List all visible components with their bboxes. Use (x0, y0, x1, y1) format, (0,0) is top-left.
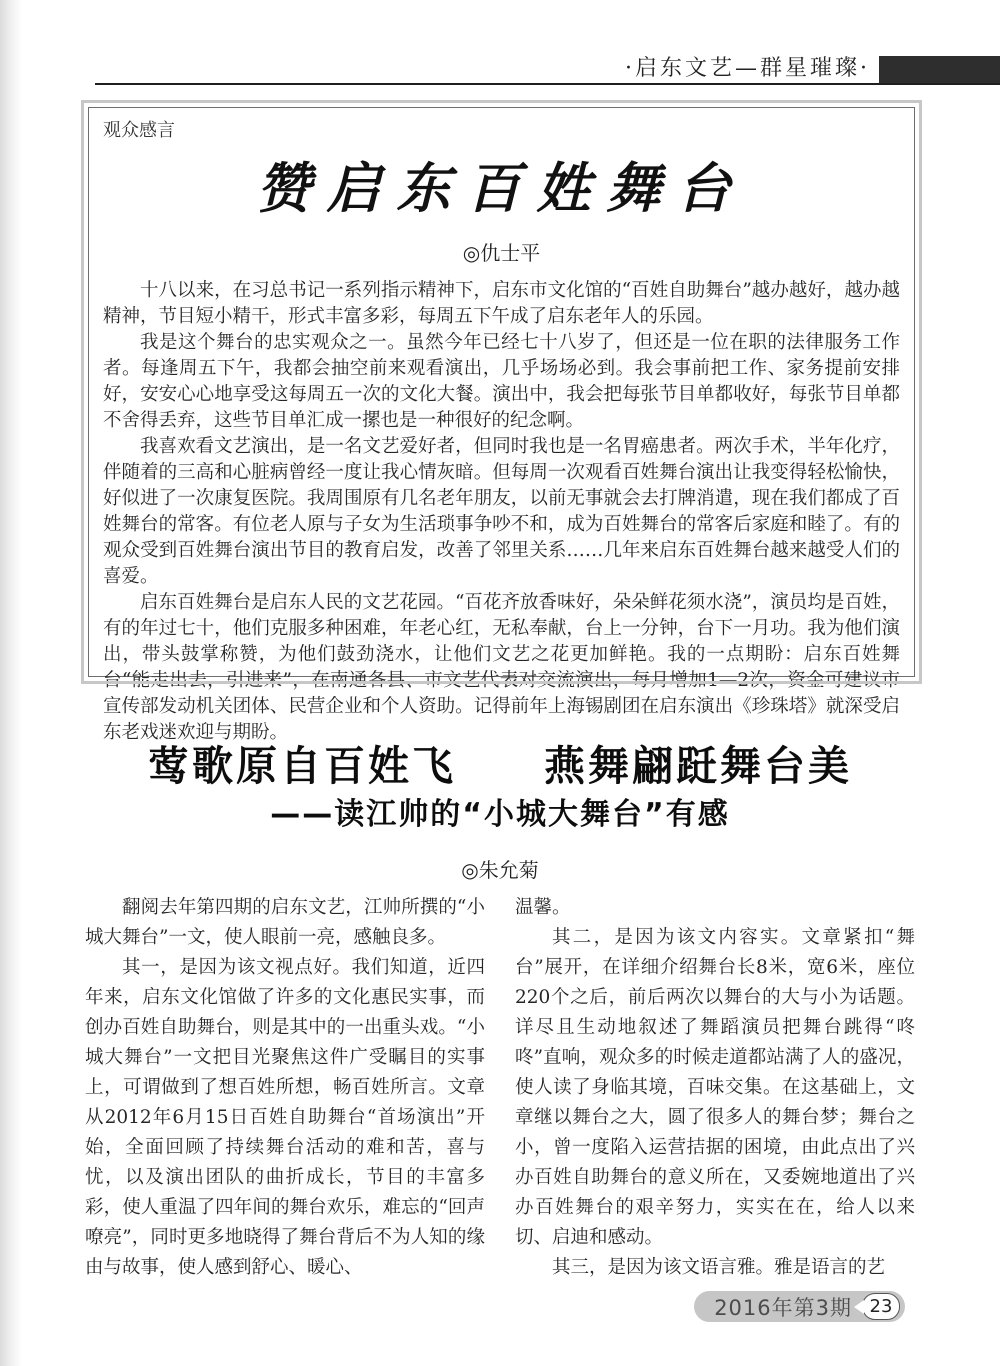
paragraph: 我喜欢看文艺演出，是一名文艺爱好者，但同时我也是一名胃癌患者。两次手术，半年化疗，伴随着的三高和心脏病曾经一度让我心情灰暗。但每周一次观看百姓舞台演出让我变得轻松愉快，好似进了一次康复医院。我周围原有几名老年朋友，以前无事就会去打牌消遣，现在我们都成了百姓舞台的常客。有位老人原与子女为生活琐事争吵不和，成为百姓舞台的常客后家庭和睦了。有的观众受到百姓舞台演出节目的教育启发，改善了邻里关系……几年来启东百姓舞台越来越受人们的喜爱。 (103, 436, 900, 587)
paragraph: 其一，是因为该文视点好。我们知道，近四年来，启东文化馆做了许多的文化惠民实事，而创办百姓自助舞台，则是其中的一出重头戏。“小城大舞台”一文把目光聚焦这件广受瞩目的实事上，可谓做到了想百姓所想，畅百姓所言。文章从2012年6月15日百姓自助舞台“首场演出”开始，全面回顾了持续舞台活动的难和苦，喜与忧，以及演出团队的曲折成长，节目的丰富多彩，使人重温了四年间的舞台欢乐，难忘的“回声嘹亮”，同时更多地晓得了舞台背后不为人知的缘由与故事，使人感到舒心、暖心、 (85, 957, 485, 1278)
paragraph: 温馨。 (515, 897, 571, 918)
paragraph: 翻阅去年第四期的启东文艺，江帅所撰的“小城大舞台”一文，使人眼前一亮，感触良多。 (85, 897, 485, 948)
page-header-title: ·启东文艺—群星璀璨· (625, 56, 870, 81)
article2-title-main: 莺歌原自百姓飞 燕舞翩跹舞台美 (148, 742, 852, 790)
article2-title-sub: ——读江帅的“小城大舞台”有感 (270, 797, 730, 832)
article1-body (103, 278, 900, 746)
header-corner-bar (879, 56, 1000, 85)
page-binding-shadow (0, 0, 22, 1366)
article2-body (85, 893, 915, 1283)
paragraph: 我是这个舞台的忠实观众之一。虽然今年已经七十八岁了，但还是一位在职的法律服务工作者。每逢周五下午，我都会抽空前来观看演出，几乎场场必到。我会事前把工作、家务提前安排好，安安心心地享受这每周五一次的文化大餐。演出中，我会把每张节目单都收好，每张节目单都不舍得丢弃，这些节目单汇成一摞也是一种很好的纪念啊。 (103, 332, 900, 431)
header-rule (95, 83, 1000, 85)
issue-label: 2016年第3期 (714, 1295, 852, 1320)
paragraph: 其三，是因为该文语言雅。雅是语言的艺 (552, 1257, 886, 1278)
paragraph: 其二，是因为该文内容实。文章紧扣“舞台”展开，在详细介绍舞台长8米，宽6米，座位220个之后，前后两次以舞台的大与小为话题。详尽且生动地叙述了舞蹈演员把舞台跳得“咚咚”直响，观众多的时候走道都站满了人的盛况，使人读了身临其境，百味交集。在这基础上，文章继以舞台之大，圆了很多人的舞台梦；舞台之小，曾一度陷入运营拮据的困境，由此点出了兴办百姓自助舞台的意义所在，又委婉地道出了兴办百姓舞台的艰辛努力，实实在在，给人以来切、启迪和感动。 (515, 927, 915, 1248)
article2-heading (0, 742, 1000, 883)
column-label: 观众感言 (103, 120, 175, 141)
article2-right-column (515, 893, 915, 1283)
paragraph: 启东百姓舞台是启东人民的文艺花园。“百花齐放香味好，朵朵鲜花须水浇”，演员均是百姓，有的年过七十，他们克服多种困难，年老心红，无私奉献，台上一分钟，台下一月功。我为他们演出，带头鼓掌称赞，为他们鼓劲浇水，让他们文艺之花更加鲜艳。我的一点期盼：启东百姓舞台“能走出去，引进来”，在南通各县、市文艺代表对交流演出，每月增加1—2次，资金可建议市宣传部发动机关团体、民营企业和个人资助。记得前年上海锡剧团在启东演出《珍珠塔》就深受启东老戏迷欢迎与期盼。 (103, 592, 900, 743)
paragraph: 十八以来，在习总书记一系列指示精神下，启东市文化馆的“百姓自助舞台”越办越好，越办越精神，节目短小精干，形式丰富多彩，每周五下午成了启东老年人的乐园。 (103, 280, 900, 327)
article2-author: ◎朱允菊 (461, 858, 539, 882)
page-number-badge: 23 (862, 1293, 900, 1320)
article-box-audience-comments (88, 107, 915, 743)
article1-title: 赞启东百姓舞台 (256, 156, 747, 220)
article2-left-column (85, 893, 485, 1283)
footer-issue-pill (694, 1291, 905, 1322)
article1-author: ◎仇士平 (462, 241, 541, 265)
